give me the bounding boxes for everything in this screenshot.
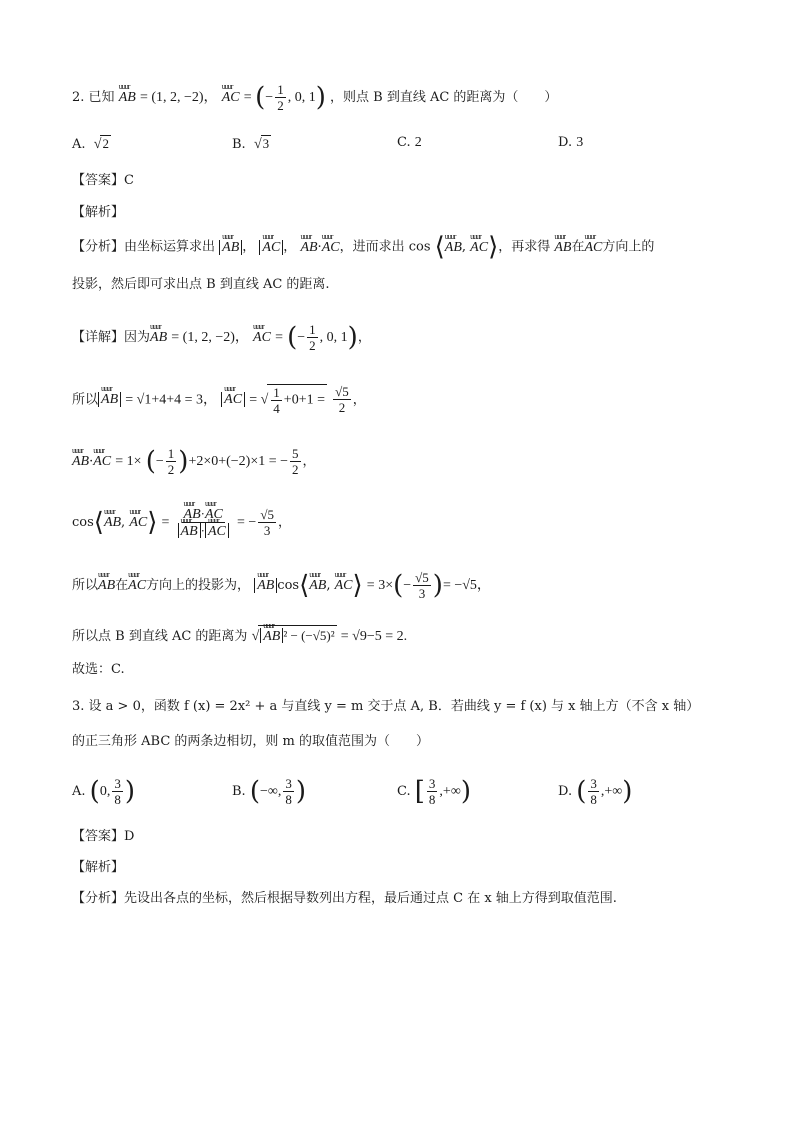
q2-ac-post: , 0, 1 (287, 90, 316, 105)
q2-ac-pre: = (243, 90, 256, 105)
q3-option-a: A. (0, $\frac{3}{8}$ ) (72, 776, 135, 807)
q2-detail-line6: 所以点 B 到直线 AC 的距离为 √uuur AB ² − (−√5)² = √9−5 = 2. (72, 625, 407, 647)
q2-stem-tail: ，则点 B 到直线 AC 的距离为（ ） (330, 90, 558, 105)
q2-option-c: C. 2 (397, 135, 422, 150)
q2-number: 2. 已知 (72, 90, 115, 105)
q3-stem-line1: 3. 设 a > 0，函数 f (x) = 2x² + a 与直线 y = m 交于点 A, B．若曲线 y = f (x) 与 x 轴上方（不含 x 轴） (72, 699, 700, 714)
q2-answer: 【答案】C (72, 173, 134, 188)
q2-detail-line3: uuur AB·uuur AC = 1× (− $\frac{1}{2}$ )+2×0+(−2)×1 = − $\frac{5}{2}$ ， (72, 446, 316, 477)
q2-detail-line5: 所以uuur AB在uuur AC方向上的投影为， uuur AB cos⟨uuur AB, uuur AC⟩ = 3×(− $\frac{√5}{3}$ )= −√5， (72, 570, 491, 601)
q2-fenxi-line1: 【分析】由坐标运算求出 uuur AB ， uuur AC ， uuur AB·uuur AC，进而求出 cos ⟨uuur AB, uuur AC⟩，再求得 uuur AB在uuur AC方向上的 (72, 237, 654, 258)
q2-detail-line1: 【详解】因为uuur AB = (1, 2, −2)， uuur AC = (− $\frac{1}{2}$ , 0, 1)， (72, 322, 371, 353)
q2-stem: 2. 已知 uuur AB = (1, 2, −2)， uuur AC = (− $\frac{1}{2}$ , 0, 1) ，则点 B 到直线 AC 的距离为（ ） (72, 82, 557, 113)
q3-option-b: B. (−∞, $\frac{3}{8}$ ) (232, 776, 307, 807)
q2-option-a: A. √2 (72, 136, 109, 152)
q3-analysis-head: 【解析】 (72, 860, 125, 875)
q2-detail-line4: cos⟨uuur AB, uuur AC⟩ = uuur AB·uuur AC uuur AB ·uuur AC = − $\frac{√5}{3}$ ， (72, 506, 291, 539)
q3-stem-line2: 的正三角形 ABC 的两条边相切，则 m 的取值范围为（ ） (72, 734, 429, 749)
q2-option-b: B. √3 (232, 136, 270, 152)
q2-option-d: D. 3 (558, 135, 584, 150)
q2-detail-line2: 所以uuur AB = √1+4+4 = 3， uuur AC = √ $\frac{1}{4}$ +0+1 = $\frac{√5}{2}$ ， (72, 384, 366, 416)
fraction-half: $\frac{1}{2}$ (277, 82, 284, 113)
q3-fenxi: 【分析】先设出各点的坐标，然后根据导数列出方程，最后通过点 C 在 x 轴上方得到取值范围. (72, 891, 617, 906)
vector-ab: uuur AB (119, 88, 136, 108)
vector-ac: uuur AC (222, 88, 240, 108)
q2-ab-value: = (1, 2, −2)， (139, 90, 218, 105)
q3-option-d: D. ( $\frac{3}{8}$ ,+∞) (558, 776, 633, 807)
q2-analysis-head: 【解析】 (72, 205, 125, 220)
q2-fenxi-line2: 投影，然后即可求出点 B 到直线 AC 的距离. (72, 277, 330, 292)
q2-choice: 故选：C. (72, 662, 125, 677)
q3-option-c: C. [ $\frac{3}{8}$ ,+∞) (397, 776, 471, 807)
q3-answer: 【答案】D (72, 829, 135, 844)
